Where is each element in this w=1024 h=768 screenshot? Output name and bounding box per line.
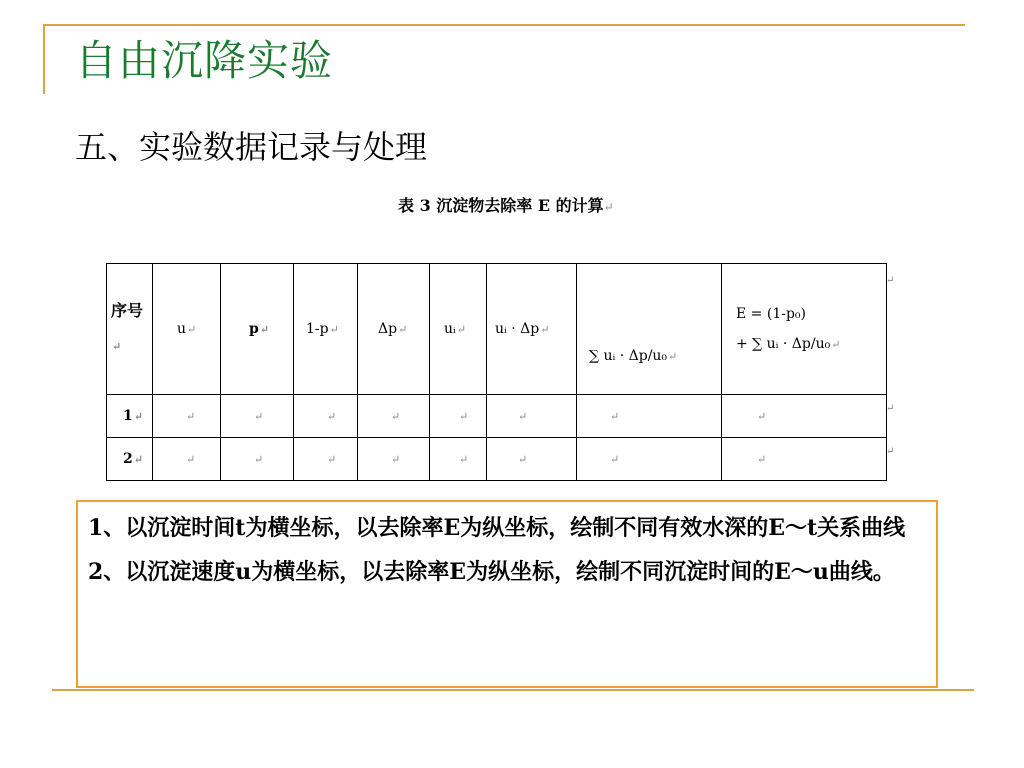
table-cell <box>577 438 722 481</box>
header-efficiency-line2-wrap <box>736 329 882 360</box>
table-cell <box>221 438 294 481</box>
table-cell <box>358 438 430 481</box>
top-rule <box>43 24 965 26</box>
row-index <box>107 395 153 438</box>
paragraph-mark: ↵ <box>831 337 841 351</box>
table-cell <box>487 438 577 481</box>
cell-mark: ↵ <box>391 410 401 423</box>
header-ui-delta-p <box>487 264 577 395</box>
table-header-row <box>107 264 887 395</box>
header-ui <box>430 264 487 395</box>
row-end-mark: ↵ <box>886 446 895 457</box>
header-delta-p <box>358 264 430 395</box>
header-ui-delta-p-label: uᵢ · Δp <box>495 321 540 337</box>
cell-mark: ↵ <box>327 453 337 466</box>
table-caption-text: 表 3 沉淀物去除率 E 的计算 <box>398 196 604 215</box>
slide-title: 自由沉降实验 <box>75 36 334 85</box>
paragraph-mark: ↵ <box>668 350 678 363</box>
paragraph-mark: ↵ <box>187 323 197 336</box>
cell-mark: ↵ <box>391 453 401 466</box>
header-p <box>221 264 294 395</box>
paragraph-mark: ↵ <box>133 453 143 466</box>
header-u-label: u <box>177 321 187 337</box>
header-sum-label: ∑ uᵢ · Δp/u₀ <box>589 348 668 364</box>
row-index-value: 1 <box>123 408 133 424</box>
cell-mark: ↵ <box>610 453 620 466</box>
header-one-minus-p-label: 1-p <box>306 321 329 337</box>
table-cell <box>294 438 358 481</box>
table-cell <box>153 438 221 481</box>
table-cell <box>358 395 430 438</box>
paragraph-mark: ↵ <box>112 340 122 353</box>
cell-mark: ↵ <box>610 410 620 423</box>
row-end-mark: ↵ <box>886 275 895 286</box>
cell-mark: ↵ <box>757 453 767 466</box>
header-efficiency-line1: E = (1-p₀) <box>736 305 806 322</box>
paragraph-mark: ↵ <box>603 200 614 214</box>
paragraph-mark: ↵ <box>456 323 467 336</box>
header-sum <box>577 264 722 395</box>
cell-mark: ↵ <box>518 453 528 466</box>
section-heading: 五、实验数据记录与处理 <box>75 128 428 166</box>
cell-mark: ↵ <box>254 453 264 466</box>
notes-box <box>76 500 938 688</box>
left-rule <box>43 24 45 94</box>
row-index-value: 2 <box>123 451 133 467</box>
header-ui-label: uᵢ <box>444 321 456 337</box>
note-item: 2、以沉淀速度u为横坐标，以去除率E为纵坐标，绘制不同沉淀时间的E～u曲线。 <box>88 559 895 585</box>
header-one-minus-p <box>294 264 358 395</box>
table-cell <box>722 395 887 438</box>
cell-mark: ↵ <box>459 453 469 466</box>
header-efficiency <box>722 264 887 395</box>
table-caption <box>398 193 614 216</box>
header-u <box>153 264 221 395</box>
cell-mark: ↵ <box>757 410 767 423</box>
paragraph-mark: ↵ <box>398 323 408 336</box>
cell-mark: ↵ <box>186 453 196 466</box>
table-cell <box>294 395 358 438</box>
cell-mark: ↵ <box>459 410 469 423</box>
table-cell <box>430 438 487 481</box>
header-delta-p-label: Δp <box>378 321 398 337</box>
paragraph-mark: ↵ <box>259 323 270 336</box>
header-p-label: p <box>249 321 259 337</box>
bottom-rule <box>52 689 974 691</box>
table-cell <box>722 438 887 481</box>
table-cell <box>221 395 294 438</box>
cell-mark: ↵ <box>254 410 264 423</box>
data-table <box>106 263 887 481</box>
paragraph-mark: ↵ <box>133 410 143 423</box>
header-efficiency-line2: + ∑ uᵢ · Δp/u₀ <box>736 335 831 352</box>
table-row-end-marks <box>886 263 896 480</box>
header-index-label: 序号 <box>111 301 144 320</box>
table-cell <box>577 395 722 438</box>
cell-mark: ↵ <box>186 410 196 423</box>
cell-mark: ↵ <box>327 410 337 423</box>
table-row <box>107 438 887 481</box>
paragraph-mark: ↵ <box>329 323 339 336</box>
header-index <box>107 264 153 395</box>
table-row <box>107 395 887 438</box>
note-item: 1、以沉淀时间t为横坐标，以去除率E为纵坐标，绘制不同有效水深的E～t关系曲线 <box>88 515 906 541</box>
row-end-mark: ↵ <box>886 403 895 414</box>
table-cell <box>430 395 487 438</box>
cell-mark: ↵ <box>518 410 528 423</box>
table-cell <box>153 395 221 438</box>
paragraph-mark: ↵ <box>540 323 550 336</box>
table-cell <box>487 395 577 438</box>
row-index <box>107 438 153 481</box>
